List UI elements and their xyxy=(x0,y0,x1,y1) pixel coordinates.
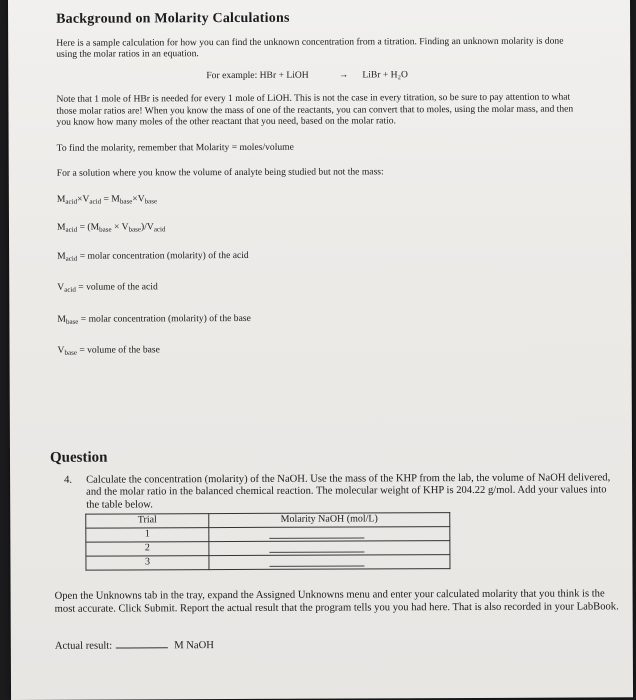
def-symbol: V xyxy=(57,281,65,293)
column-header-molarity: Molarity NaOH (mol/L) xyxy=(209,513,450,528)
trial-cell: 1 xyxy=(86,528,209,543)
equation-1 xyxy=(57,191,577,208)
answer-blank xyxy=(269,537,364,538)
molarity-cell[interactable] xyxy=(209,555,450,570)
definition-m-acid xyxy=(57,249,297,265)
eq2-term: )/V xyxy=(140,221,154,233)
def-sub: acid xyxy=(65,254,78,263)
example-equation xyxy=(206,68,576,81)
eq1-sub: base xyxy=(144,196,158,205)
worksheet-page xyxy=(8,0,633,700)
eq1-sub: acid xyxy=(65,197,78,206)
eq1-term: M xyxy=(56,193,66,205)
example-products: LiBr + H₂O xyxy=(362,68,408,80)
eq1-sub: acid xyxy=(89,197,102,206)
molarity-cell[interactable] xyxy=(209,541,450,556)
eq2-term: × V xyxy=(111,221,129,233)
eq1-sub: base xyxy=(119,196,133,206)
reaction-arrow: → xyxy=(338,69,349,81)
eq2-term: M xyxy=(56,221,66,233)
eq1-term: = M xyxy=(101,193,120,205)
molarity-cell[interactable] xyxy=(209,527,450,542)
answer-blank xyxy=(269,551,364,552)
question-section xyxy=(50,449,621,653)
def-symbol: M xyxy=(57,313,66,325)
question-title: Question xyxy=(49,449,108,466)
solution-text: For a solution where you know the volume of analyte being studied but not the mass: xyxy=(56,166,384,179)
section-title: Background on Molarity Calculations xyxy=(56,10,290,27)
def-text: = volume of the acid xyxy=(75,281,158,293)
actual-result-unit: M NaOH xyxy=(174,640,214,652)
trial-cell: 2 xyxy=(86,542,209,557)
eq2-sub: base xyxy=(99,225,112,234)
instructions-paragraph: Open the Unknowns tab in the tray, expand the Assigned Unknowns menu and enter your calculated molarity that you think is the most accurate. Click Submit. Report the actual result that the program tells you you had here. That is also recorded in your LabBook. xyxy=(54,588,619,615)
actual-result-label: Actual result: xyxy=(54,640,113,652)
actual-result-row xyxy=(55,635,621,653)
def-sub: acid xyxy=(64,285,76,294)
eq2-sub: acid xyxy=(153,225,166,234)
answer-blank xyxy=(269,565,364,566)
question-item xyxy=(64,472,620,512)
column-header-trial: Trial xyxy=(86,514,209,529)
question-number: 4. xyxy=(64,474,73,486)
def-sub: base xyxy=(64,348,77,357)
eq2-sub: base xyxy=(128,225,142,234)
background-section xyxy=(56,12,578,377)
definition-v-acid xyxy=(57,281,297,297)
def-text: = molar concentration (molarity) of the acid xyxy=(77,249,249,262)
equation-2 xyxy=(57,220,577,237)
actual-result-blank[interactable] xyxy=(116,637,168,648)
def-symbol: M xyxy=(57,250,66,262)
eq1-term: ×V xyxy=(77,193,90,205)
molarity-table xyxy=(85,512,450,571)
question-text: Calculate the concentration (molarity) of the NaOH. Use the mass of the KHP from the lab, the volume of NaOH delivered, and the molar ratio in the balanced chemical reaction. The molecular weight of KHP is 204.22 g/mol. Add your values into the table below. xyxy=(86,471,611,511)
def-text: = molar concentration (molarity) of the base xyxy=(78,312,251,325)
eq2-term: = (M xyxy=(77,221,100,233)
molarity-definition: To find the molarity, remember that Molarity = moles/volume xyxy=(56,141,294,154)
definition-v-base xyxy=(58,344,298,360)
definition-m-base xyxy=(57,312,297,328)
intro-paragraph: Here is a sample calculation for how you can find the unknown concentration from a titration. Finding an unknown molarity is done using the molar ratios in an equation. xyxy=(56,35,564,60)
eq2-sub: acid xyxy=(65,225,78,234)
eq1-term: ×V xyxy=(132,192,145,204)
table-row xyxy=(86,555,450,571)
def-text: = volume of the base xyxy=(76,344,160,356)
note-paragraph: Note that 1 mole of HBr is needed for every 1 mole of LiOH. This is not the case in every titration, so be sure to pay attention to what those molar ratios are! When you know the mass of one of the reactants, you can convert that to moles, using the molar mass, and then you know how many moles of the other reactant that you need, based on the molar ratio. xyxy=(56,91,574,128)
example-reactants: For example: HBr + LiOH xyxy=(206,69,309,81)
trial-cell: 3 xyxy=(86,556,209,571)
def-sub: base xyxy=(65,317,79,326)
def-symbol: V xyxy=(57,344,65,356)
